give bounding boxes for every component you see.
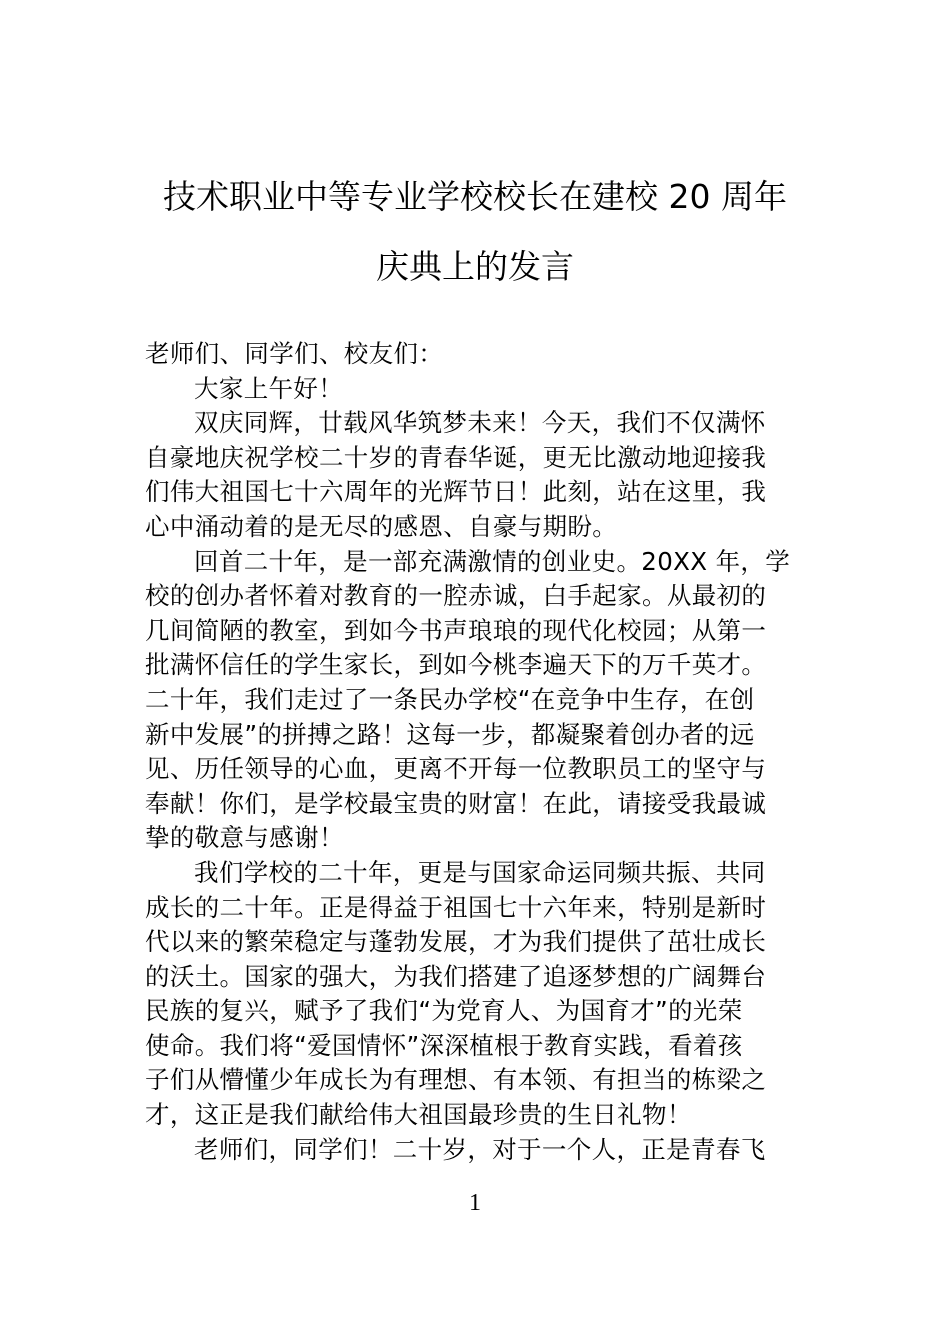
text-line: 新中发展”的拼搏之路！这每一步，都凝聚着创办者的远 (145, 719, 755, 749)
page-number: 1 (469, 1190, 481, 1216)
text-line: 大家上午好！ (194, 373, 344, 403)
document-title-line-2: 庆典上的发言 (376, 247, 574, 286)
text-line: 民族的复兴，赋予了我们“为党育人、为国育才”的光荣 (145, 996, 743, 1026)
text-line: 老师们，同学们！二十岁，对于一个人，正是青春飞 (194, 1134, 766, 1164)
text-line: 才，这正是我们献给伟大祖国最珍贵的生日礼物！ (145, 1100, 692, 1130)
text-line: 批满怀信任的学生家长，到如今桃李遍天下的万千英才。 (145, 650, 767, 680)
text-line: 校的创办者怀着对教育的一腔赤诚，白手起家。从最初的 (145, 581, 767, 611)
text-line: 老师们、同学们、校友们： (145, 339, 444, 368)
document-body (145, 337, 807, 1167)
text-line: 挚的敬意与感谢！ (145, 823, 344, 853)
text-line: 的沃土。国家的强大，为我们搭建了追逐梦想的广阔舞台 (145, 961, 767, 991)
text-line: 使命。我们将“爱国情怀”深深植根于教育实践，看着孩 (145, 1030, 743, 1060)
text-line: 我们学校的二十年，更是与国家命运同频共振、共同 (194, 857, 766, 887)
text-line: 代以来的繁荣稳定与蓬勃发展，才为我们提供了茁壮成长 (145, 927, 767, 957)
text-line: 双庆同辉，廿载风华筑梦未来！今天，我们不仅满怀 (194, 408, 766, 438)
document-title-line-1: 技术职业中等专业学校校长在建校 20 周年 (163, 177, 787, 216)
text-line: 成长的二十年。正是得益于祖国七十六年来，特别是新时 (145, 892, 767, 922)
text-line: 二十年，我们走过了一条民办学校“在竞争中生存，在创 (145, 684, 755, 714)
text-line: 自豪地庆祝学校二十岁的青春华诞，更无比激动地迎接我 (145, 442, 767, 472)
text-line: 心中涌动着的是无尽的感恩、自豪与期盼。 (145, 511, 618, 541)
text-line: 们伟大祖国七十六周年的光辉节日！此刻，站在这里，我 (145, 477, 767, 507)
text-line: 奉献！你们，是学校最宝贵的财富！在此，请接受我最诚 (145, 788, 767, 818)
text-line: 子们从懵懂少年成长为有理想、有本领、有担当的栋梁之 (145, 1065, 767, 1095)
text-line: 见、历任领导的心血，更离不开每一位教职员工的坚守与 (145, 754, 767, 784)
text-line: 回首二十年，是一部充满激情的创业史。20XX 年，学 (194, 546, 791, 576)
text-line: 几间简陋的教室，到如今书声琅琅的现代化校园；从第一 (145, 615, 767, 645)
